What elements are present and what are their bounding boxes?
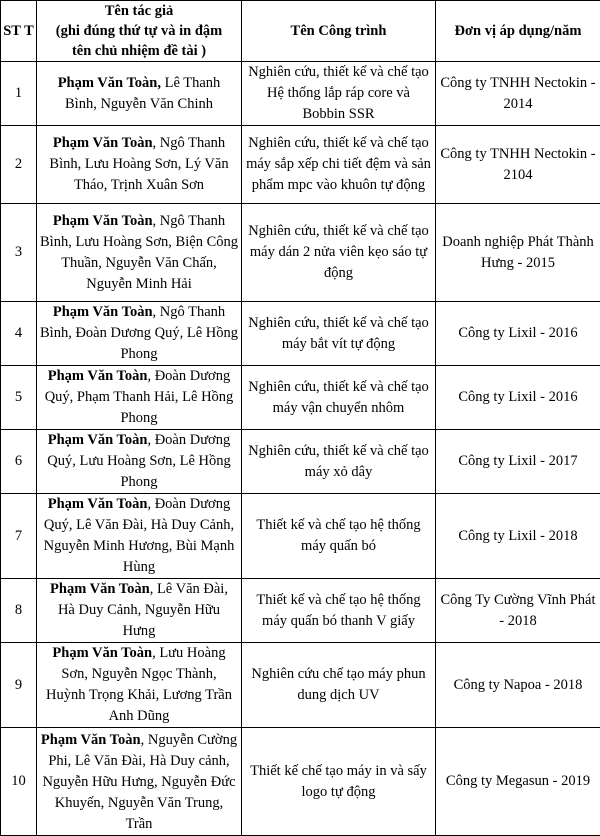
row-unit: Công ty Megasun - 2019 [436, 728, 600, 836]
header-author-line2: (ghi đúng thứ tự và in đậm [56, 23, 222, 39]
lead-author: Phạm Văn Toàn [50, 581, 150, 597]
row-stt: 4 [1, 302, 37, 366]
row-stt: 1 [1, 62, 37, 126]
row-authors [37, 62, 242, 126]
lead-author: Phạm Văn Toàn [48, 368, 148, 384]
table-row [1, 494, 600, 579]
header-author-line3: tên chủ nhiệm đề tài ) [72, 43, 206, 59]
table-row [1, 728, 600, 836]
row-unit: Công Ty Cường Vĩnh Phát - 2018 [436, 579, 600, 643]
co-authors: , Lê Văn Đài, Hà Duy Cảnh, Nguyễn Hữu Hưng [58, 581, 228, 639]
lead-author: Phạm Văn Toàn [52, 645, 152, 661]
header-author-line1: Tên tác giả [105, 3, 173, 19]
table-row [1, 366, 600, 430]
row-stt: 8 [1, 579, 37, 643]
row-stt: 6 [1, 430, 37, 494]
row-authors [37, 430, 242, 494]
row-authors [37, 302, 242, 366]
table-row [1, 643, 600, 728]
row-project: Thiết kế và chế tạo hệ thống máy quấn bó thanh V giấy [242, 579, 436, 643]
row-authors [37, 728, 242, 836]
co-authors: , Đoàn Dương Quý, Lê Văn Đài, Hà Duy Cảnh, Nguyễn Minh Hương, Bùi Mạnh Hùng [44, 496, 235, 575]
row-stt: 5 [1, 366, 37, 430]
header-row [1, 1, 600, 62]
lead-author: Phạm Văn Toàn [53, 304, 153, 320]
row-unit: Công ty Lixil - 2017 [436, 430, 600, 494]
co-authors: , Ngô Thanh Bình, Lưu Hoàng Sơn, Biện Công Thuần, Nguyễn Văn Chấn, Nguyễn Minh Hải [40, 213, 238, 292]
co-authors: , Nguyễn Cường Phi, Lê Văn Đài, Hà Duy cảnh, Nguyễn Hữu Hưng, Nguyễn Đức Khuyến, Nguyễn Văn Trung, Trần [42, 732, 237, 832]
lead-author: Phạm Văn Toàn [53, 213, 153, 229]
co-authors: , Đoàn Dương Quý, Phạm Thanh Hải, Lê Hồng Phong [45, 368, 234, 426]
header-author [37, 1, 242, 62]
lead-author: Phạm Văn Toàn, [58, 75, 161, 91]
row-unit: Công ty Lixil - 2016 [436, 302, 600, 366]
row-authors [37, 366, 242, 430]
row-stt: 3 [1, 204, 37, 302]
row-authors [37, 579, 242, 643]
header-stt: ST T [1, 1, 37, 62]
lead-author: Phạm Văn Toàn [53, 135, 153, 151]
row-unit: Công ty TNHH Nectokin - 2104 [436, 126, 600, 204]
row-unit: Doanh nghiệp Phát Thành Hưng - 2015 [436, 204, 600, 302]
table-row [1, 204, 600, 302]
row-authors [37, 494, 242, 579]
row-project: Nghiên cứu, thiết kế và chế tạo máy vận chuyển nhôm [242, 366, 436, 430]
header-unit: Đơn vị áp dụng/năm [436, 1, 600, 62]
table-row [1, 126, 600, 204]
row-unit: Công ty TNHH Nectokin - 2014 [436, 62, 600, 126]
row-unit: Công ty Napoa - 2018 [436, 643, 600, 728]
co-authors: Lê Thanh Bình, Nguyễn Văn Chinh [65, 75, 220, 112]
row-unit: Công ty Lixil - 2016 [436, 366, 600, 430]
table-row [1, 302, 600, 366]
row-stt: 9 [1, 643, 37, 728]
header-project: Tên Công trình [242, 1, 436, 62]
row-stt: 7 [1, 494, 37, 579]
row-project: Nghiên cứu, thiết kế và chế tạo máy sắp xếp chi tiết đệm và sản phẩm mpc vào khuôn tự động [242, 126, 436, 204]
table-row [1, 579, 600, 643]
row-unit: Công ty Lixil - 2018 [436, 494, 600, 579]
row-project: Nghiên cứu, thiết kế và chế tạo máy bắt vít tự động [242, 302, 436, 366]
lead-author: Phạm Văn Toàn [41, 732, 141, 748]
table-row [1, 430, 600, 494]
row-stt: 2 [1, 126, 37, 204]
row-project: Nghiên cứu chế tạo máy phun dung dịch UV [242, 643, 436, 728]
lead-author: Phạm Văn Toàn [48, 496, 148, 512]
row-project: Nghiên cứu, thiết kế và chế tạo máy dán 2 nửa viên kẹo sáo tự động [242, 204, 436, 302]
row-project: Thiết kế chế tạo máy in và sấy logo tự động [242, 728, 436, 836]
row-project: Nghiên cứu, thiết kế và chế tạo máy xỏ dây [242, 430, 436, 494]
row-authors [37, 204, 242, 302]
co-authors: , Lưu Hoàng Sơn, Nguyễn Ngọc Thành, Huỳnh Trọng Khải, Lương Trần Anh Dũng [46, 645, 232, 724]
row-authors [37, 126, 242, 204]
row-authors [37, 643, 242, 728]
co-authors: , Đoàn Dương Quý, Lưu Hoàng Sơn, Lê Hồng Phong [47, 432, 230, 490]
row-stt: 10 [1, 728, 37, 836]
co-authors: , Ngô Thanh Bình, Lưu Hoàng Sơn, Lý Văn Tháo, Trịnh Xuân Sơn [49, 135, 228, 193]
row-project: Thiết kế và chế tạo hệ thống máy quấn bó [242, 494, 436, 579]
lead-author: Phạm Văn Toàn [48, 432, 148, 448]
row-project: Nghiên cứu, thiết kế và chế tạo Hệ thống lắp ráp core và Bobbin SSR [242, 62, 436, 126]
co-authors: , Ngô Thanh Bình, Đoàn Dương Quý, Lê Hồng Phong [40, 304, 238, 362]
table-row [1, 62, 600, 126]
